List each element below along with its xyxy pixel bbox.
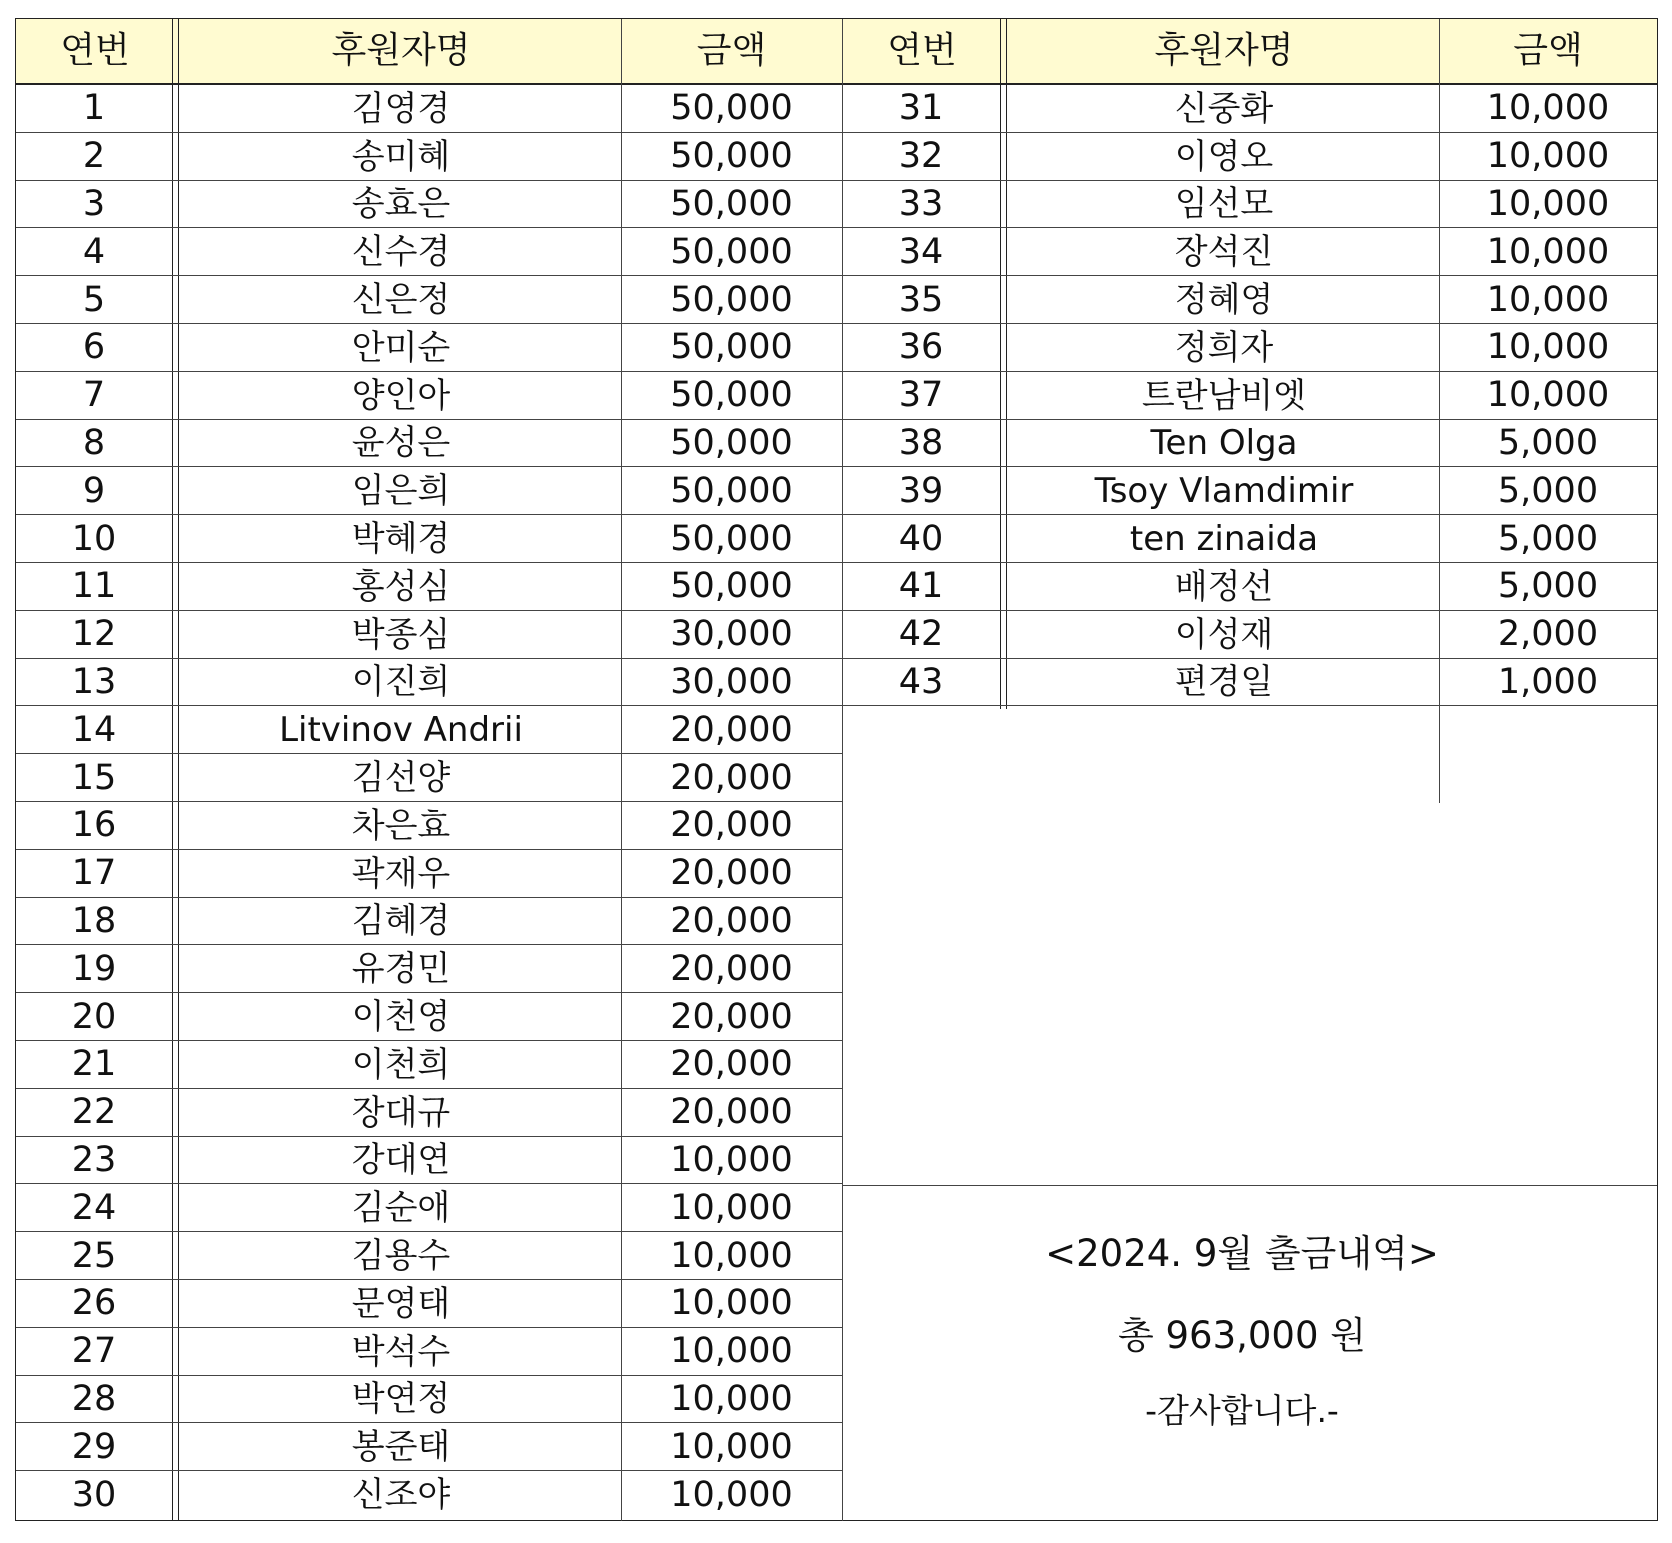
cell-amount: 50,000 [670, 136, 793, 177]
cell-name: 봉준태 [351, 1427, 451, 1468]
cell-amount: 20,000 [670, 1044, 793, 1085]
cell-name: 신수경 [351, 232, 451, 273]
cell-no: 2 [82, 136, 106, 177]
cell-amount: 10,000 [1486, 136, 1610, 177]
cell-amount: 20,000 [670, 805, 793, 846]
cell-no: 11 [71, 566, 117, 607]
table-row [842, 563, 1657, 611]
table-row [16, 276, 842, 324]
cell-name: 차은효 [351, 805, 451, 846]
cell-no: 20 [71, 996, 117, 1037]
cell-amount: 50,000 [670, 231, 793, 272]
cell-name: 김혜경 [351, 901, 451, 942]
cell-no: 22 [71, 1092, 117, 1133]
cell-name: 곽재우 [351, 853, 451, 894]
cell-name: 정혜영 [1174, 280, 1274, 321]
table-row [16, 1328, 842, 1376]
cell-no: 3 [82, 183, 106, 224]
table-row [16, 1232, 842, 1280]
table-row [842, 659, 1657, 707]
cell-name: 김용수 [351, 1236, 451, 1277]
cell-amount: 50,000 [670, 518, 793, 559]
cell-no: 30 [71, 1474, 117, 1515]
cell-name: Ten Olga [1150, 423, 1298, 464]
table-row [16, 659, 842, 707]
cell-amount: 10,000 [1486, 183, 1610, 224]
cell-amount: 1,000 [1497, 661, 1599, 702]
cell-name: 송효은 [351, 184, 451, 225]
cell-amount: 20,000 [670, 1092, 793, 1133]
cell-no: 26 [71, 1283, 117, 1324]
cell-no: 32 [898, 136, 944, 177]
cell-name: 장대규 [351, 1092, 451, 1133]
table-row [16, 467, 842, 515]
cell-no: 39 [898, 470, 944, 511]
cell-name: 양인아 [351, 375, 451, 416]
cell-no: 23 [71, 1139, 117, 1180]
header-name: 후원자명 [331, 30, 471, 71]
cell-amount: 2,000 [1497, 614, 1599, 655]
cell-name: 박혜경 [351, 519, 451, 560]
cell-name: 이영오 [1174, 136, 1274, 177]
cell-amount: 5,000 [1497, 566, 1599, 607]
cell-amount: 10,000 [1486, 375, 1610, 416]
table-row [16, 1471, 842, 1519]
cell-no: 14 [71, 709, 117, 750]
table-row [16, 515, 842, 563]
cell-no: 1 [82, 88, 106, 129]
cell-no: 19 [71, 948, 117, 989]
table-row [16, 372, 842, 420]
table-row [16, 85, 842, 133]
header-no: 연번 [60, 30, 130, 71]
cell-amount: 20,000 [670, 948, 793, 989]
header-name-right: 후원자명 [1154, 30, 1294, 71]
table-row [842, 133, 1657, 181]
cell-no: 17 [71, 853, 117, 894]
table-row [16, 420, 842, 468]
cell-no: 4 [82, 231, 106, 272]
cell-name: 트란남비엣 [1141, 375, 1307, 416]
cell-amount: 10,000 [670, 1331, 793, 1372]
cell-no: 15 [71, 757, 117, 798]
table-row [16, 133, 842, 181]
cell-name: 김영경 [351, 88, 451, 129]
cell-name: 안미순 [351, 327, 451, 368]
cell-no: 38 [898, 422, 944, 463]
table-row [842, 276, 1657, 324]
cell-amount: 50,000 [670, 375, 793, 416]
cell-name: 장석진 [1174, 232, 1274, 273]
table-row [16, 802, 842, 850]
table-row [16, 754, 842, 802]
header-amount-right: 금액 [1513, 30, 1583, 71]
cell-amount: 20,000 [670, 709, 793, 750]
cell-name: 김선양 [351, 758, 451, 799]
cell-name: 이진희 [351, 662, 451, 703]
cell-amount: 50,000 [670, 422, 793, 463]
cell-no: 37 [898, 375, 944, 416]
table-row [16, 898, 842, 946]
cell-no: 18 [71, 900, 117, 941]
cell-no: 29 [71, 1426, 117, 1467]
cell-amount: 10,000 [1486, 279, 1610, 320]
cell-no: 9 [82, 470, 106, 511]
cell-name: Litvinov Andrii [279, 710, 523, 751]
cell-name: 편경일 [1174, 662, 1274, 703]
cell-amount: 10,000 [670, 1187, 793, 1228]
cell-name: 신조야 [351, 1475, 451, 1516]
table-row [842, 372, 1657, 420]
cell-amount: 10,000 [670, 1283, 793, 1324]
cell-name: 박종심 [351, 614, 451, 655]
summary-thanks: -감사합니다.- [1145, 1391, 1339, 1430]
cell-no: 7 [82, 375, 106, 416]
table-row [16, 850, 842, 898]
cell-no: 27 [71, 1331, 117, 1372]
cell-amount: 50,000 [670, 470, 793, 511]
table-row [16, 1089, 842, 1137]
table-row [842, 611, 1657, 659]
cell-amount: 20,000 [670, 900, 793, 941]
table-row [842, 420, 1657, 468]
cell-amount: 20,000 [670, 757, 793, 798]
table-row [842, 228, 1657, 276]
table-row [16, 1041, 842, 1089]
cell-no: 5 [82, 279, 106, 320]
cell-no: 42 [898, 614, 944, 655]
cell-amount: 50,000 [670, 566, 793, 607]
cell-amount: 5,000 [1497, 518, 1599, 559]
table-row [842, 515, 1657, 563]
cell-no: 31 [898, 88, 944, 129]
cell-name: 홍성심 [351, 566, 451, 607]
table-row [16, 611, 842, 659]
cell-name: 박석수 [351, 1331, 451, 1372]
cell-amount: 50,000 [670, 88, 793, 129]
table-row [16, 1184, 842, 1232]
cell-name: ten zinaida [1129, 519, 1319, 560]
table-row [16, 563, 842, 611]
cell-no: 6 [82, 327, 106, 368]
table-row [16, 1376, 842, 1424]
cell-no: 13 [71, 661, 117, 702]
left-header-row [16, 19, 842, 85]
cell-name: 이천영 [351, 997, 451, 1038]
cell-name: 임은희 [351, 471, 451, 512]
summary-total: 총 963,000 원 [1117, 1314, 1366, 1357]
table-row [16, 228, 842, 276]
cell-name: 박연정 [351, 1379, 451, 1420]
cell-no: 41 [898, 566, 944, 607]
cell-amount: 5,000 [1497, 422, 1599, 463]
cell-no: 12 [71, 614, 117, 655]
right-header-row [842, 19, 1657, 85]
cell-name: 문영태 [351, 1283, 451, 1324]
cell-name: 유경민 [351, 949, 451, 990]
cell-name: 배정선 [1174, 566, 1274, 607]
cell-amount: 5,000 [1497, 470, 1599, 511]
table-row [16, 706, 842, 754]
cell-no: 10 [71, 518, 117, 559]
cell-name: 신중화 [1174, 88, 1274, 129]
cell-name: 신은정 [351, 280, 451, 321]
cell-amount: 30,000 [670, 614, 793, 655]
cell-no: 35 [898, 279, 944, 320]
table-row [842, 324, 1657, 372]
cell-amount: 10,000 [670, 1235, 793, 1276]
cell-name: 정희자 [1174, 327, 1274, 368]
cell-name: 강대연 [351, 1140, 451, 1181]
cell-no: 43 [898, 661, 944, 702]
cell-amount: 20,000 [670, 853, 793, 894]
cell-name: 임선모 [1174, 184, 1274, 225]
cell-name: 송미혜 [351, 136, 451, 177]
cell-amount: 10,000 [670, 1139, 793, 1180]
cell-no: 36 [898, 327, 944, 368]
cell-amount: 20,000 [670, 996, 793, 1037]
table-row [842, 181, 1657, 229]
cell-amount: 50,000 [670, 327, 793, 368]
table-row [842, 467, 1657, 515]
cell-name: 윤성은 [351, 423, 451, 464]
cell-no: 28 [71, 1378, 117, 1419]
cell-no: 21 [71, 1044, 117, 1085]
cell-amount: 10,000 [1486, 231, 1610, 272]
cell-no: 8 [82, 422, 106, 463]
cell-amount: 50,000 [670, 279, 793, 320]
cell-no: 25 [71, 1235, 117, 1276]
table-row [16, 324, 842, 372]
table-row [16, 945, 842, 993]
table-row [842, 85, 1657, 133]
row-divider [842, 705, 1657, 706]
table-row [16, 1280, 842, 1328]
cell-name: 이천희 [351, 1044, 451, 1085]
table-row [16, 993, 842, 1041]
cell-amount: 10,000 [1486, 88, 1610, 129]
header-amount: 금액 [696, 30, 767, 71]
table-row [16, 181, 842, 229]
cell-no: 24 [71, 1187, 117, 1228]
summary-box [842, 1185, 1642, 1503]
cell-amount: 50,000 [670, 183, 793, 224]
cell-amount: 10,000 [670, 1378, 793, 1419]
table-row [16, 1423, 842, 1471]
cell-amount: 10,000 [670, 1426, 793, 1467]
cell-amount: 10,000 [1486, 327, 1610, 368]
cell-name: 이성재 [1174, 614, 1274, 655]
header-no-right: 연번 [887, 30, 957, 71]
cell-no: 40 [898, 518, 944, 559]
cell-no: 33 [898, 183, 944, 224]
cell-amount: 30,000 [670, 661, 793, 702]
cell-name: Tsoy Vlamdimir [1094, 471, 1354, 512]
cell-name: 김순애 [351, 1188, 451, 1229]
cell-amount: 10,000 [670, 1474, 793, 1515]
cell-no: 34 [898, 231, 944, 272]
table-row [16, 1137, 842, 1185]
summary-title: <2024. 9월 출금내역> [1045, 1232, 1439, 1275]
cell-no: 16 [71, 805, 117, 846]
